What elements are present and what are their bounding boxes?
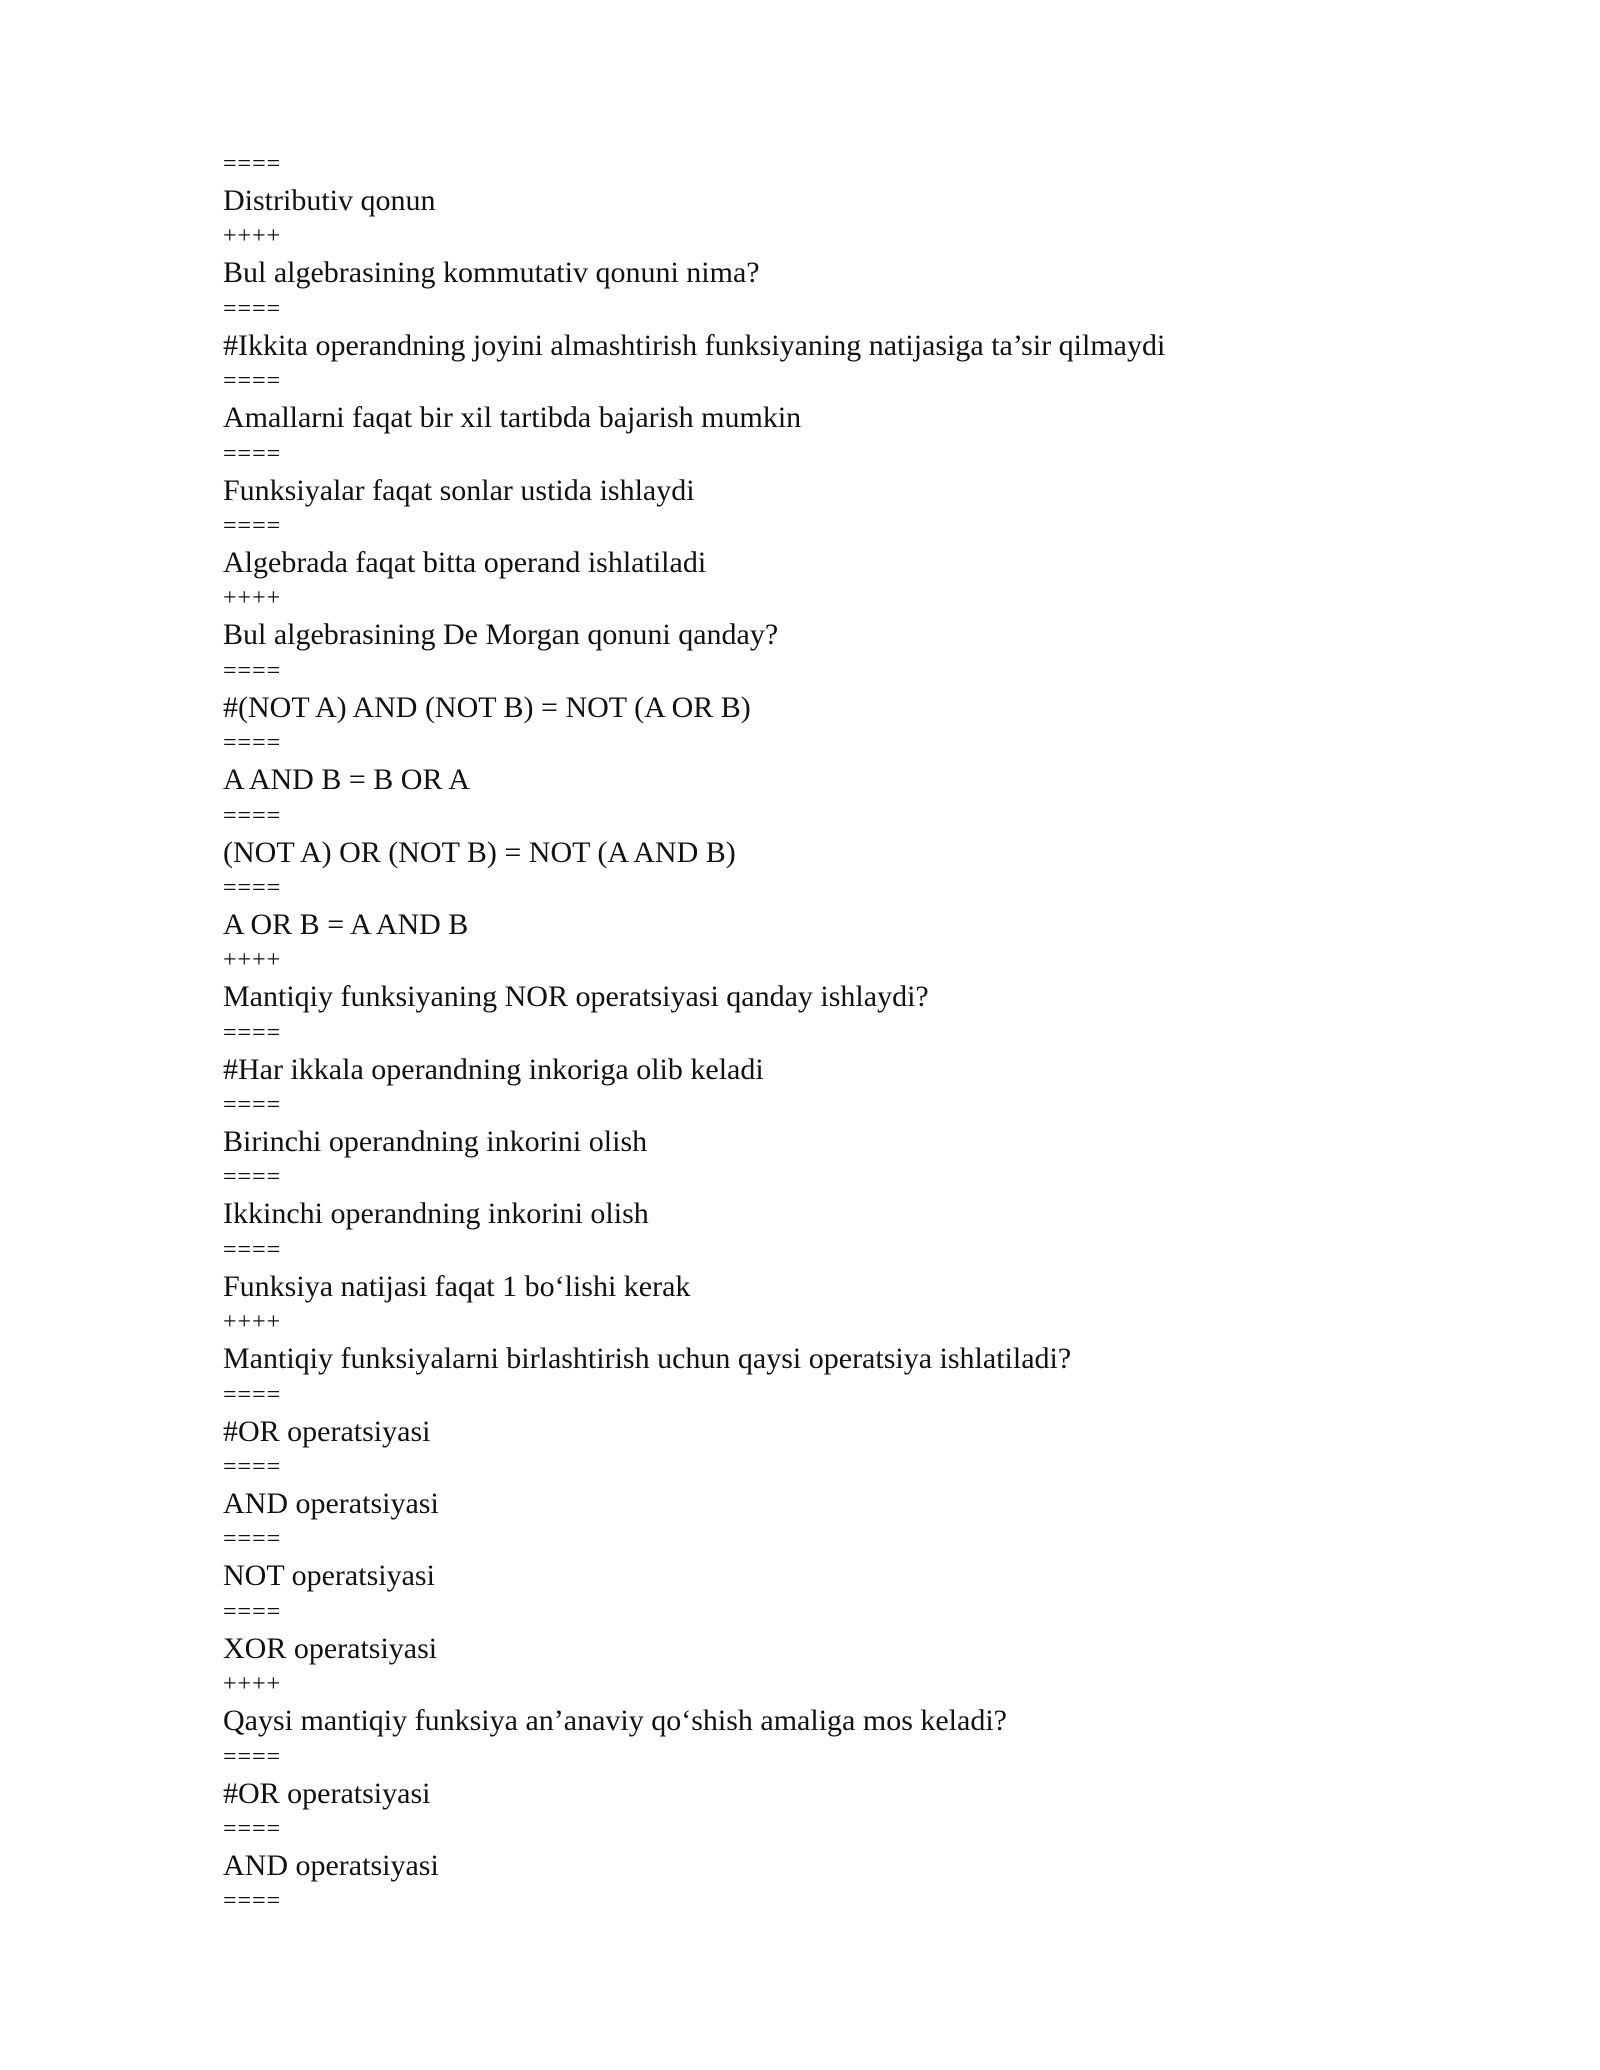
answer-text: A AND B = B OR A	[223, 763, 470, 797]
answer-text: AND operatsiyasi	[223, 1487, 439, 1521]
block-7	[223, 584, 1423, 656]
block-13	[223, 1019, 1423, 1091]
answer-text: A OR B = A AND B	[223, 907, 469, 941]
block-23	[223, 1743, 1423, 1815]
block-8	[223, 657, 1423, 729]
block-19	[223, 1453, 1423, 1525]
separator: ====	[223, 440, 282, 467]
block-14	[223, 1091, 1423, 1163]
block-17	[223, 1308, 1423, 1380]
answer-text: #(NOT A) AND (NOT B) = NOT (A OR B)	[223, 690, 751, 724]
final-block	[223, 1887, 1423, 1917]
separator: ====	[223, 1092, 282, 1119]
separator: ++++	[223, 1309, 282, 1336]
separator: ====	[223, 802, 282, 829]
separator: ====	[223, 1381, 282, 1408]
answer-text: #Har ikkala operandning inkoriga olib keladi	[223, 1052, 764, 1086]
block-22	[223, 1670, 1423, 1742]
separator: ++++	[223, 947, 282, 974]
separator: ====	[223, 1815, 282, 1842]
answer-text: AND operatsiyasi	[223, 1848, 439, 1882]
answer-text: NOT operatsiyasi	[223, 1559, 435, 1593]
separator: ====	[223, 512, 282, 539]
block-21	[223, 1598, 1423, 1670]
separator: ====	[223, 368, 282, 395]
block-9	[223, 729, 1423, 801]
question-text: Bul algebrasining De Morgan qonuni qanday?	[223, 618, 779, 652]
separator: ++++	[223, 1671, 282, 1698]
separator: ====	[223, 657, 282, 684]
answer-text: Funksiya natijasi faqat 1 bo‘lishi kerak	[223, 1269, 691, 1303]
separator: ====	[223, 295, 282, 322]
question-text: Qaysi mantiqiy funksiya an’anaviy qo‘shish amaliga mos keladi?	[223, 1704, 1007, 1738]
answer-text: Birinchi operandning inkorini olish	[223, 1125, 648, 1159]
block-4	[223, 367, 1423, 439]
question-text: Mantiqiy funksiyaning NOR operatsiyasi qanday ishlaydi?	[223, 980, 929, 1014]
block-2	[223, 222, 1423, 294]
block-18	[223, 1381, 1423, 1453]
block-6	[223, 512, 1423, 584]
separator: ====	[223, 1888, 282, 1915]
block-12	[223, 946, 1423, 1018]
question-text: Bul algebrasining kommutativ qonuni nima?	[223, 256, 760, 290]
question-text: Mantiqiy funksiyalarni birlashtirish uchun qaysi operatsiya ishlatiladi?	[223, 1342, 1072, 1376]
answer-text: Ikkinchi operandning inkorini olish	[223, 1197, 649, 1231]
separator: ====	[223, 1019, 282, 1046]
document-body	[223, 150, 1423, 1917]
separator: ++++	[223, 585, 282, 612]
answer-text: XOR operatsiyasi	[223, 1631, 438, 1665]
separator: ====	[223, 874, 282, 901]
separator: ====	[223, 1598, 282, 1625]
block-24	[223, 1815, 1423, 1887]
block-15	[223, 1163, 1423, 1235]
separator: ++++	[223, 223, 282, 250]
block-20	[223, 1525, 1423, 1597]
block-11	[223, 874, 1423, 946]
answer-text: (NOT A) OR (NOT B) = NOT (A AND B)	[223, 835, 736, 869]
block-5	[223, 440, 1423, 512]
separator: ====	[223, 730, 282, 757]
block-3	[223, 295, 1423, 367]
separator: ====	[223, 151, 282, 177]
block-16	[223, 1236, 1423, 1308]
answer-text: #Ikkita operandning joyini almashtirish funksiyaning natijasiga ta’sir qilmaydi	[223, 328, 1166, 362]
separator: ====	[223, 1526, 282, 1553]
answer-text: Amallarni faqat bir xil tartibda bajarish mumkin	[223, 401, 802, 435]
separator: ====	[223, 1164, 282, 1191]
separator: ====	[223, 1454, 282, 1481]
answer-text: #OR operatsiyasi	[223, 1414, 431, 1448]
block-10	[223, 802, 1423, 874]
block-1	[223, 150, 1423, 222]
answer-text: Funksiyalar faqat sonlar ustida ishlaydi	[223, 473, 695, 507]
answer-text: #OR operatsiyasi	[223, 1776, 431, 1810]
answer-text: Distributiv qonun	[223, 184, 436, 217]
separator: ====	[223, 1743, 282, 1770]
separator: ====	[223, 1236, 282, 1263]
answer-text: Algebrada faqat bitta operand ishlatiladi	[223, 545, 707, 579]
